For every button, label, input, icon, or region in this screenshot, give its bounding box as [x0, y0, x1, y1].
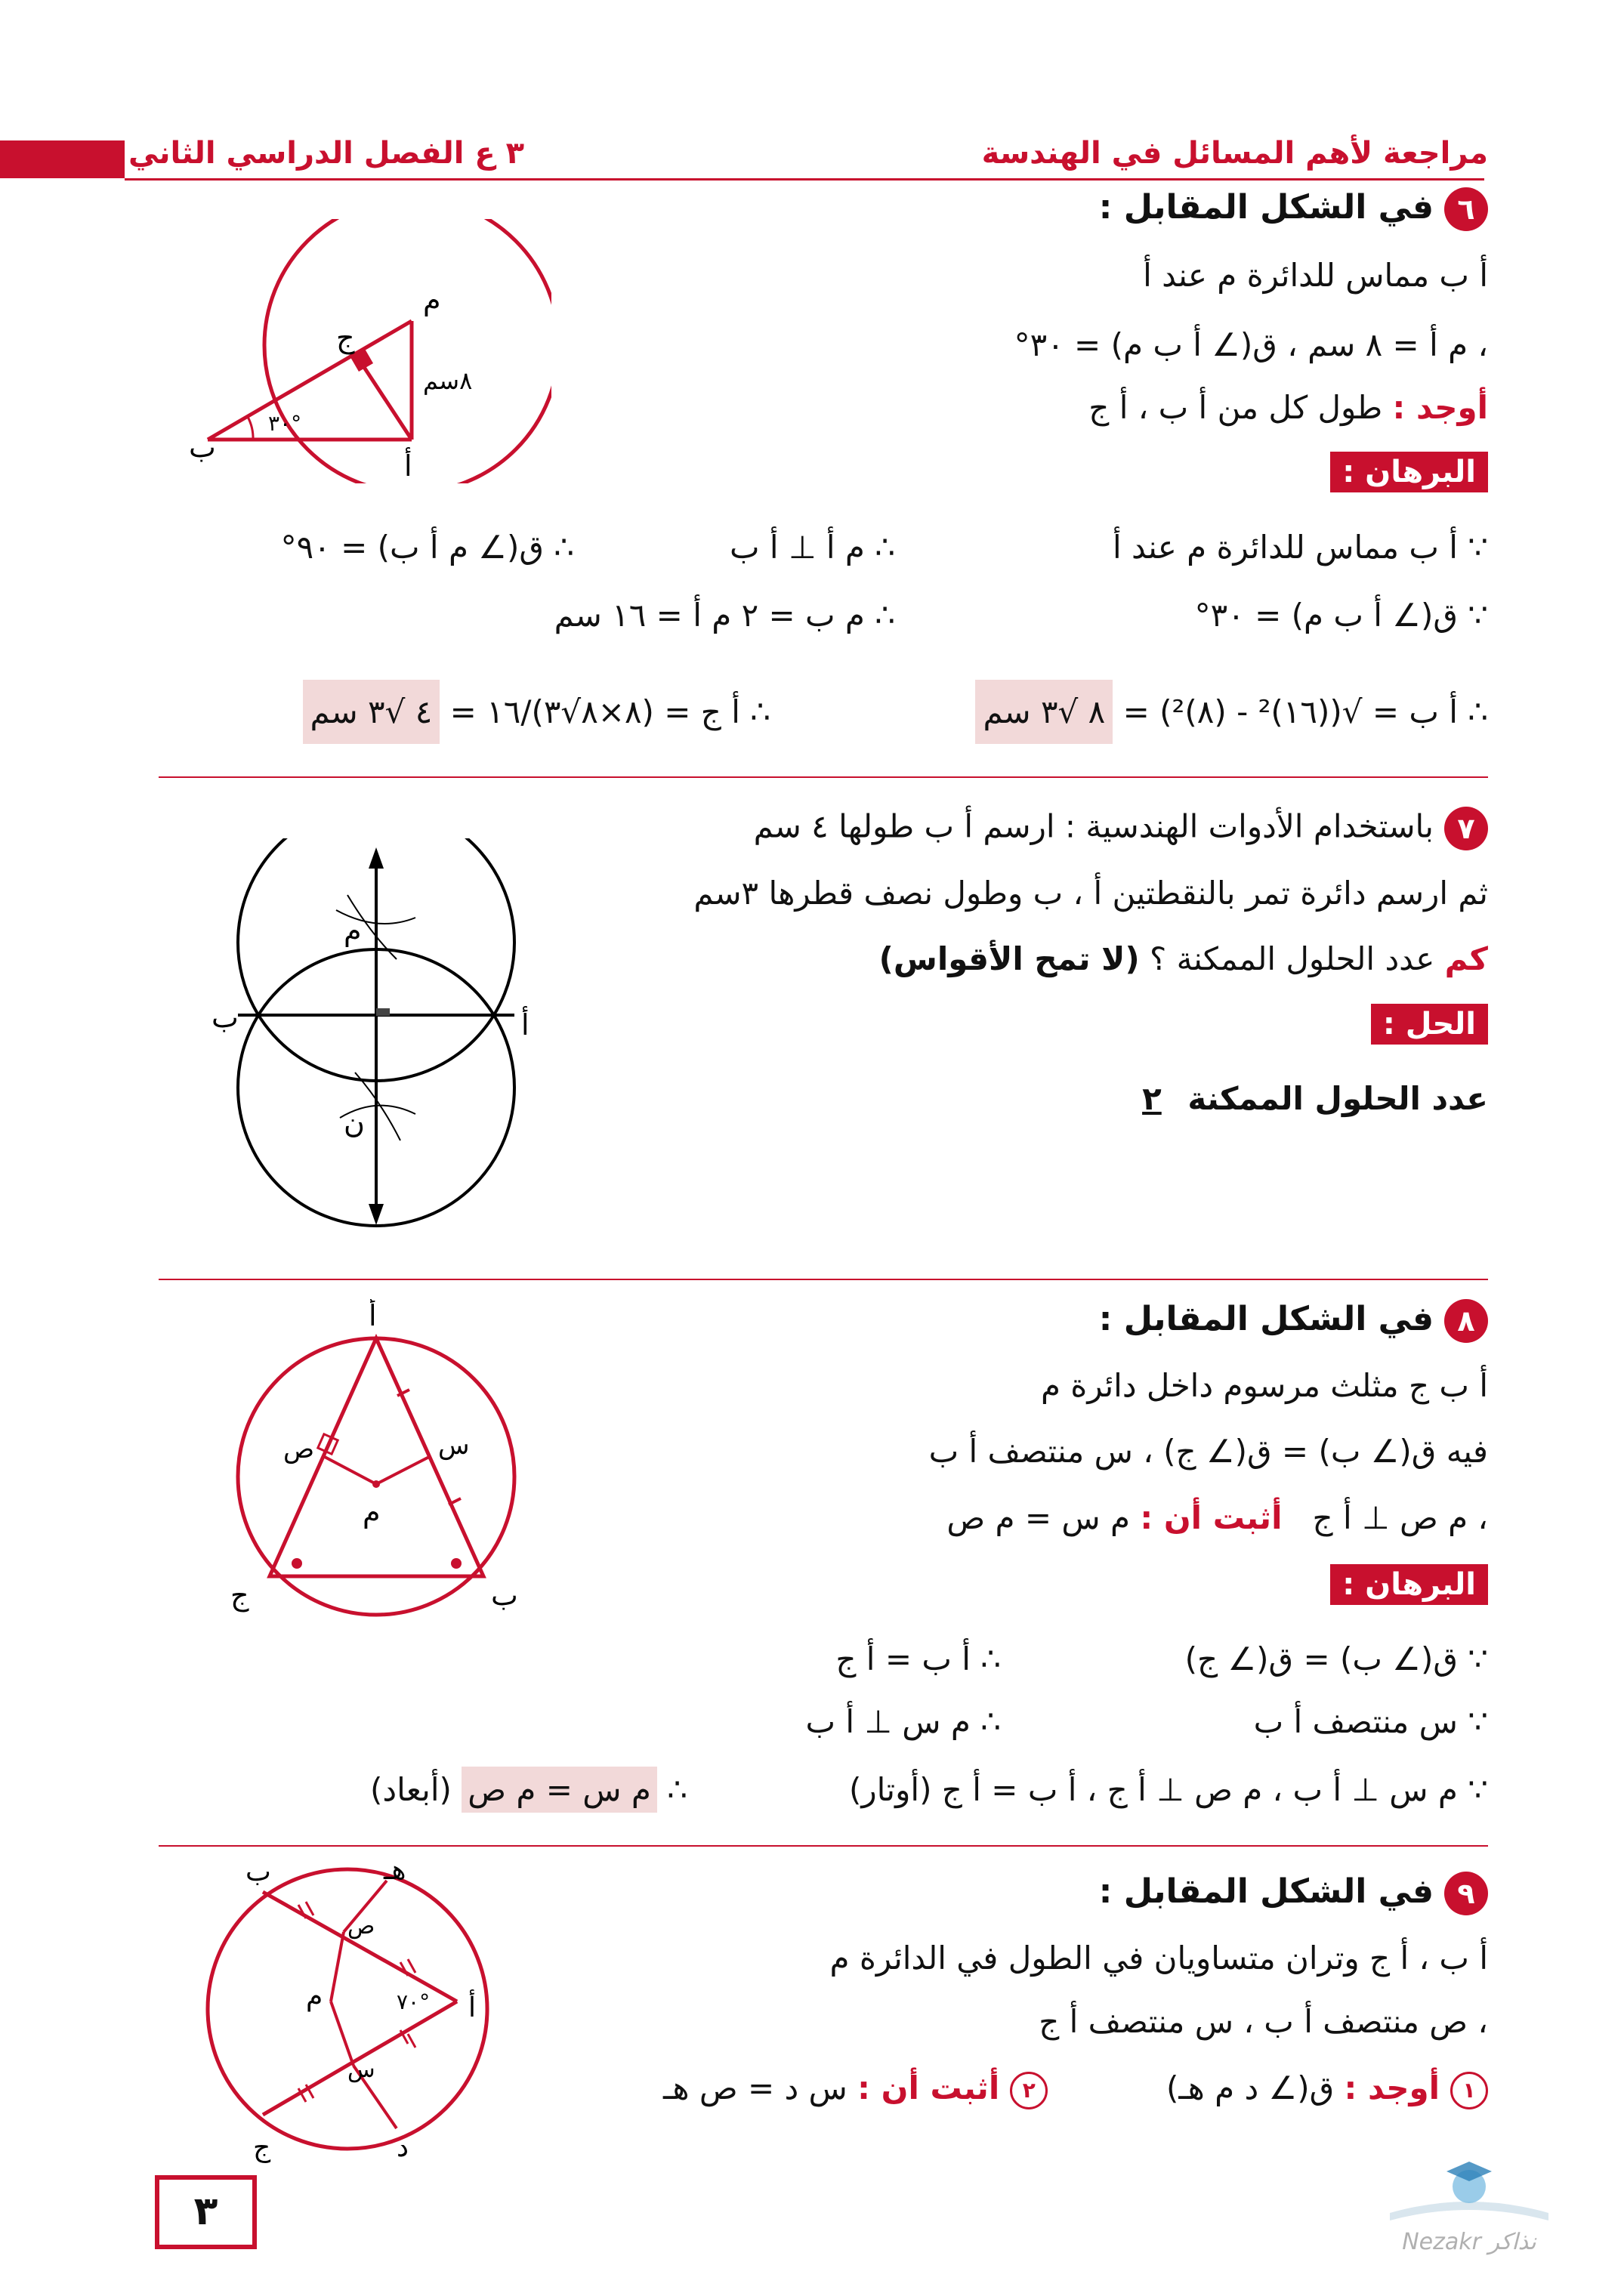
q6-label-a: أ: [404, 449, 412, 483]
q7-line2: ثم ارسم دائرة تمر بالنقطتين أ ، ب وطول نصف قطرها ٣سم: [693, 875, 1488, 912]
q9-title: ٩في الشكل المقابل :: [1099, 1872, 1488, 1915]
q8-proof-2b: ∴ م س ⊥ أ ب: [805, 1703, 1001, 1740]
q9-label-m: م: [306, 1981, 323, 2012]
watermark-icon: [1360, 2145, 1579, 2258]
q6-label-j: ج: [336, 321, 355, 354]
q6-line2: ، م أ = ٨ سم ، ق(∠ أ ب م) = ٣٠°: [1014, 326, 1488, 363]
q7-figure: [189, 838, 582, 1239]
q8-line-msad: [323, 1456, 376, 1484]
q6-label-side: ٨سم: [423, 366, 473, 395]
q7-solution-tag: الحل :: [1371, 1007, 1488, 1042]
q7-label-a: أ: [521, 1008, 529, 1042]
q7-line1: ٧باستخدام الأدوات الهندسية : ارسم أ ب طولها ٤ سم: [754, 807, 1488, 850]
page-number: ٣: [155, 2175, 257, 2249]
q6-proof-2a: ∵ ق(∠ أ ب م) = ٣٠°: [1194, 597, 1488, 634]
q9-tick: [408, 2034, 415, 2048]
q7-label-n: ن: [344, 1106, 365, 1140]
q9-line-msad: [331, 1932, 344, 2001]
q6-figure: [174, 219, 551, 483]
q6-angle-arc: [248, 417, 253, 440]
q6-proof-2b: ∴ م ب = ٢ م أ = ١٦ سم: [554, 597, 895, 634]
q7-arrow-down: [369, 1204, 384, 1225]
q8-circle: [238, 1338, 514, 1615]
q9-label-h: هـ: [384, 1858, 406, 1886]
q8-angle-dot-j: [292, 1558, 302, 1569]
q9-tick: [408, 1959, 415, 1973]
q9-label-sad: ص: [347, 1913, 375, 1940]
separator: [159, 1845, 1488, 1847]
q9-label-a: أ: [468, 1992, 477, 2023]
q6-proof-3b: ∴ أ ج = (٨×٨√٣)/١٦ = ٤ √٣ سم: [303, 693, 770, 730]
q8-label-sad: ص: [283, 1434, 315, 1464]
q6-label-angle: ٣٠°: [268, 411, 302, 436]
q8-figure: [219, 1299, 551, 1631]
q6-line1: أ ب مماس للدائرة م عند أ: [1143, 257, 1488, 294]
q7-answer: عدد الحلول الممكنة ٢: [1142, 1080, 1488, 1117]
header-subtitle: ٣ ع الفصل الدراسي الثاني: [128, 136, 525, 171]
q6-line-bm: [208, 321, 412, 440]
q7-arrow-up: [369, 847, 384, 869]
separator: [159, 1279, 1488, 1280]
q9-number: ٩: [1444, 1872, 1488, 1915]
header-accent-bar: [0, 140, 125, 178]
q8-angle-dot-b: [451, 1558, 462, 1569]
q8-title: ٨في الشكل المقابل :: [1099, 1299, 1488, 1343]
q9-label-j: ج: [253, 2132, 271, 2163]
q9-label-angle: ٧٠°: [397, 1989, 431, 2014]
q9-label-b: ب: [245, 1858, 271, 1887]
q9-figure: [181, 1858, 529, 2168]
q9-chord-ab: [263, 1892, 457, 2001]
header-title: مراجعة لأهم المسائل في الهندسة: [981, 136, 1488, 171]
q8-proof-tag: البرهان :: [1330, 1567, 1488, 1602]
q8-line-ms: [376, 1456, 431, 1484]
q8-line1: أ ب ج مثلث مرسوم داخل دائرة م: [1040, 1367, 1488, 1404]
q6-proof-3a: ∴ أ ب = √((١٦)² - (٨)²) = ٨ √٣ سم: [975, 693, 1488, 730]
q9-line2: ، ص منتصف أ ب ، س منتصف أ ج: [1039, 2003, 1488, 2040]
q6-proof-1c: ∴ ق(∠ م أ ب) = ٩٠°: [280, 529, 574, 566]
q6-label-b: ب: [189, 431, 216, 464]
q9-tick: [306, 1902, 313, 1915]
q6-label-m: م: [423, 283, 441, 316]
separator: [159, 776, 1488, 778]
q6-number: ٦: [1444, 187, 1488, 231]
q7-label-b: ب: [211, 1001, 239, 1034]
q8-proof-1a: ∵ ق(∠ ب) = ق(∠ ج): [1184, 1640, 1488, 1677]
q9-label-d: د: [397, 2132, 409, 2163]
q6-proof-1a: ∵ أ ب مماس للدائرة م عند أ: [1113, 529, 1488, 566]
q8-line2: فيه ق(∠ ب) = ق(∠ ج) ، س منتصف أ ب: [928, 1433, 1488, 1470]
q7-line3: كم عدد الحلول الممكنة ؟ (لا تمح الأقواس): [878, 940, 1488, 977]
q8-number: ٨: [1444, 1299, 1488, 1343]
q8-proof-3b: ∴ م س = م ص (أبعاد): [370, 1771, 687, 1808]
q8-label-s: س: [438, 1430, 470, 1461]
q8-proof-1b: ∴ أ ب = أ ج: [835, 1640, 1001, 1677]
q9-label-s: س: [347, 2057, 375, 2083]
q8-proof-2a: ∵ س منتصف أ ب: [1253, 1703, 1488, 1740]
watermark-text: Nezakr نذاكر: [1402, 2229, 1536, 2255]
q7-number: ٧: [1444, 807, 1488, 850]
q8-center-m: [372, 1480, 380, 1488]
q8-label-j: ج: [230, 1579, 249, 1612]
q6-find: أوجد : طول كل من أ ب ، أ ج: [1088, 389, 1488, 426]
q8-label-b: ب: [491, 1579, 518, 1612]
q8-line3: ، م ص ⊥ أ ج أثبت أن : م س = م ص: [946, 1499, 1488, 1536]
q8-label-a: أ: [369, 1299, 377, 1332]
q9-parts: ١أوجد : ق(∠ د م هـ) ٢أثبت أن : س د = ص هـ: [663, 2069, 1488, 2109]
q7-label-m: م: [344, 914, 362, 947]
header-rule: [125, 178, 1484, 181]
q7-right-angle-mark: [376, 1008, 390, 1016]
watermark-logo: [1360, 2145, 1579, 2258]
q6-title: ٦في الشكل المقابل :: [1099, 187, 1488, 231]
q6-circle: [264, 219, 551, 483]
q6-proof-1b: ∴ م أ ⊥ أ ب: [730, 529, 895, 566]
q6-proof-tag: البرهان :: [1330, 455, 1488, 489]
q8-proof-3a: ∵ م س ⊥ أ ب ، م ص ⊥ أ ج ، أ ب = أ ج (أوتار): [848, 1771, 1488, 1808]
q9-line1: أ ب ، أ ج وتران متساويان في الطول في الدائرة م: [829, 1940, 1488, 1977]
q8-label-m: م: [363, 1495, 381, 1529]
